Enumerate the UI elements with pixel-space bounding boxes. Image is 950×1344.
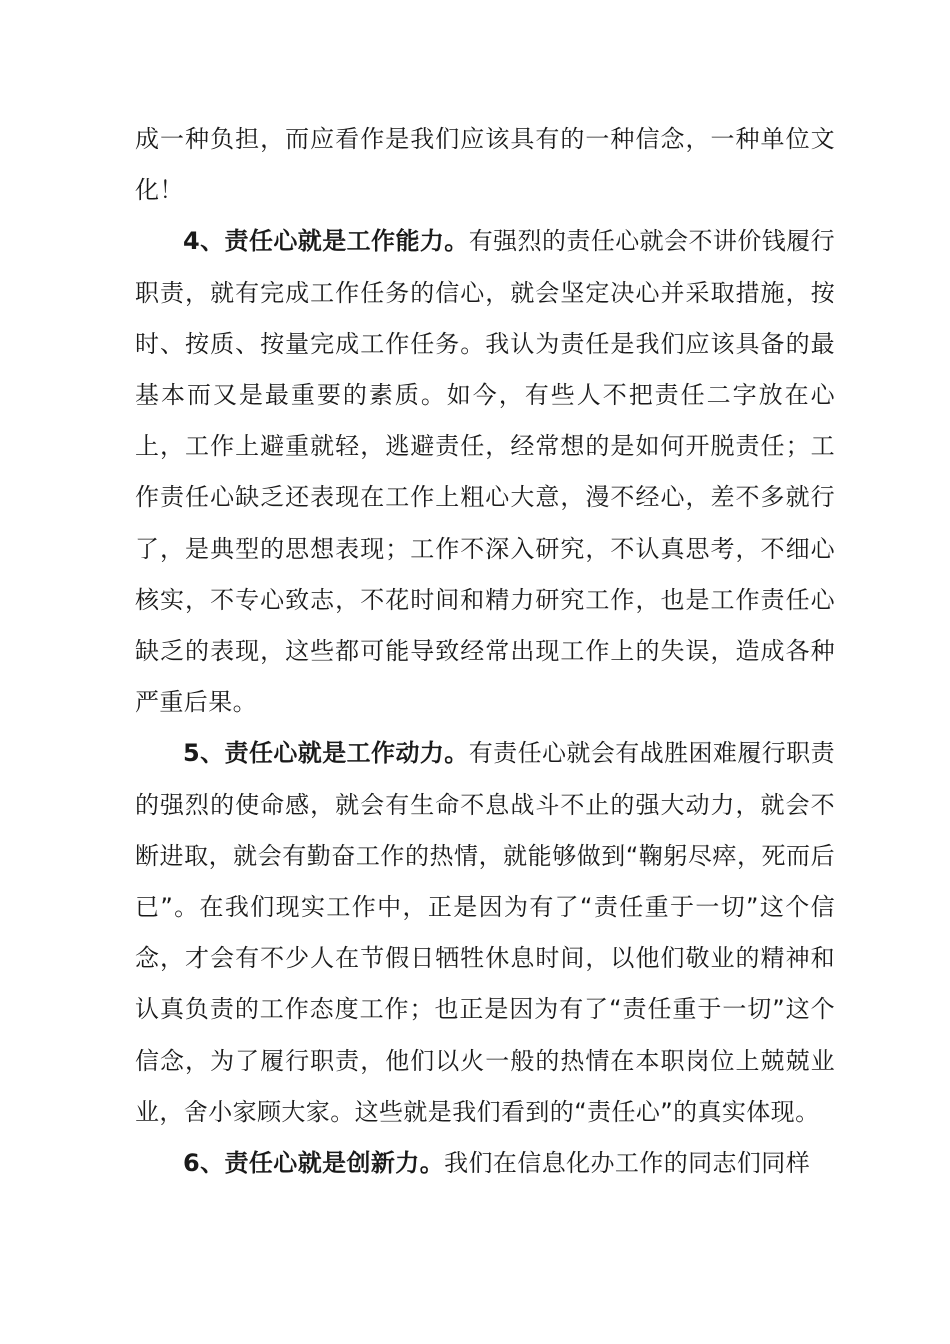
- paragraph-body: 成一种负担，而应看作是我们应该具有的一种信念，一种单位文化！: [135, 125, 835, 205]
- paragraph-section-5: [135, 728, 835, 1138]
- paragraph-heading: 6、责任心就是创新力。: [183, 1149, 445, 1178]
- paragraph-continuation: [135, 114, 835, 216]
- paragraph-heading: 4、责任心就是工作能力。: [183, 227, 469, 256]
- document-body: [135, 114, 835, 1189]
- paragraph-body: 有强烈的责任心就会不讲价钱履行职责，就有完成工作任务的信心，就会坚定决心并采取措施，按时、按质、按量完成工作任务。我认为责任是我们应该具备的最基本而又是最重要的素质。如今，有些人不把责任二字放在心上，工作上避重就轻，逃避责任，经常想的是如何开脱责任；工作责任心缺乏还表现在工作上粗心大意，漫不经心，差不多就行了，是典型的思想表现；工作不深入研究，不认真思考，不细心核实，不专心致志，不花时间和精力研究工作，也是工作责任心缺乏的表现，这些都可能导致经常出现工作上的失误，造成各种严重后果。: [135, 227, 836, 717]
- paragraph-heading: 5、责任心就是工作动力。: [183, 739, 469, 768]
- paragraph-section-6: [135, 1138, 835, 1189]
- paragraph-body: 我们在信息化办工作的同志们同样: [444, 1149, 811, 1178]
- paragraph-section-4: [135, 216, 835, 728]
- paragraph-body: 有责任心就会有战胜困难履行职责的强烈的使命感，就会有生命不息战斗不止的强大动力，就会不断进取，就会有勤奋工作的热情，就能够做到“鞠躬尽瘁，死而后已”。在我们现实工作中，正是因为有了“责任重于一切”这个信念，才会有不少人在节假日牺牲休息时间，以他们敬业的精神和认真负责的工作态度工作；也正是因为有了“责任重于一切”这个信念，为了履行职责，他们以火一般的热情在本职岗位上兢兢业业，舍小家顾大家。这些就是我们看到的“责任心”的真实体现。: [135, 739, 836, 1126]
